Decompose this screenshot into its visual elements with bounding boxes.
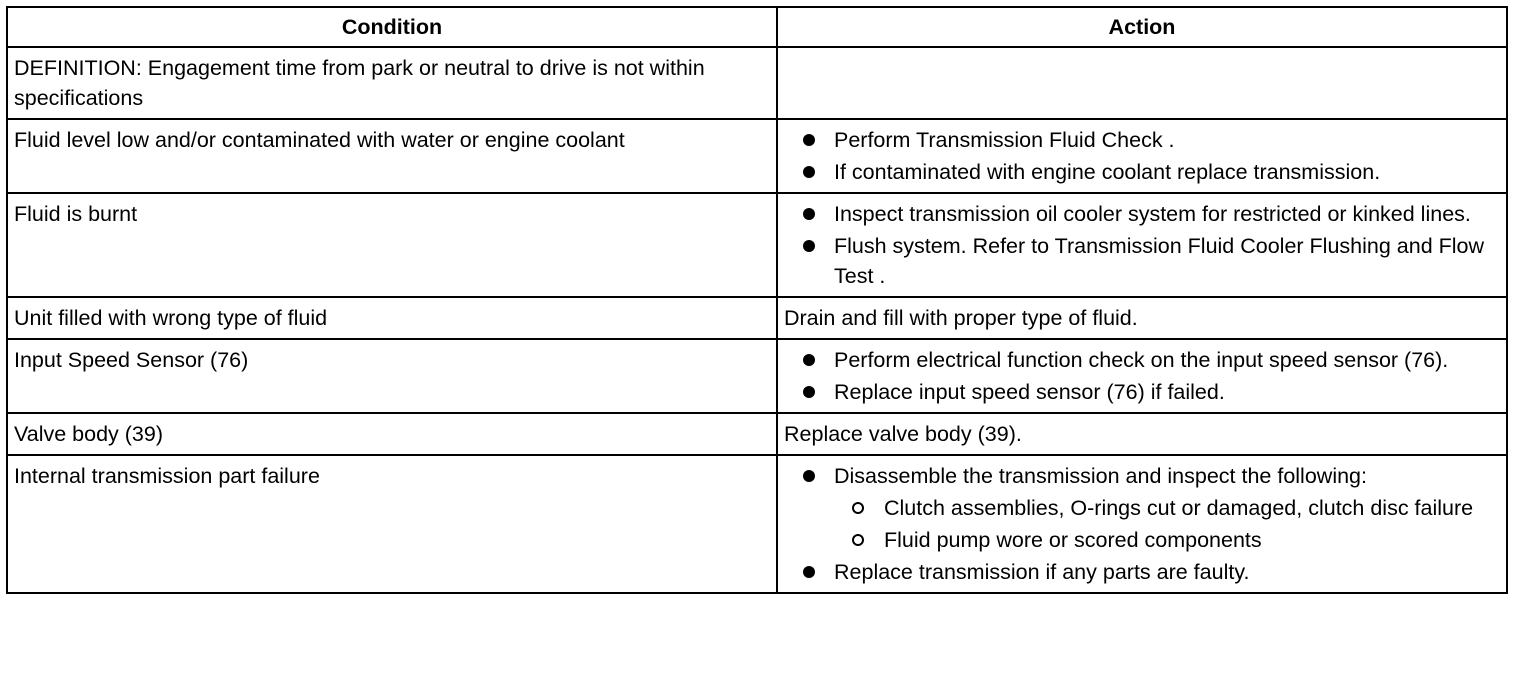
action-bullet-item: Perform Transmission Fluid Check . [784,125,1500,155]
sub-bullet-item: Clutch assemblies, O-rings cut or damaged, clutch disc failure [834,493,1500,523]
action-cell [777,119,1507,193]
action-bullet-list [784,461,1500,587]
table-row [7,455,1507,593]
action-cell: Drain and fill with proper type of fluid. [777,297,1507,339]
action-cell [777,47,1507,119]
action-bullet-item: Perform electrical function check on the input speed sensor (76). [784,345,1500,375]
action-cell: Replace valve body (39). [777,413,1507,455]
table-row [7,119,1507,193]
action-bullet-list [784,125,1500,187]
action-bullet-item: Inspect transmission oil cooler system for restricted or kinked lines. [784,199,1500,229]
diagnostic-document [6,6,1506,594]
action-cell [777,455,1507,593]
action-bullet-list [784,345,1500,407]
action-bullet-text: Disassemble the transmission and inspect the following: [834,464,1367,488]
sub-bullet-item: Fluid pump wore or scored components [834,525,1500,555]
action-cell [777,193,1507,297]
table-row [7,339,1507,413]
action-cell [777,339,1507,413]
table-row [7,413,1507,455]
action-bullet-list [784,199,1500,291]
condition-cell: Fluid level low and/or contaminated with water or engine coolant [7,119,777,193]
action-bullet-item [784,461,1500,555]
action-column-header: Action [777,7,1507,47]
table-row [7,297,1507,339]
table-row [7,47,1507,119]
action-bullet-item: Flush system. Refer to Transmission Fluid Cooler Flushing and Flow Test . [784,231,1500,291]
table-header-row [7,7,1507,47]
condition-column-header: Condition [7,7,777,47]
condition-cell: DEFINITION: Engagement time from park or neutral to drive is not within specifications [7,47,777,119]
condition-cell: Unit filled with wrong type of fluid [7,297,777,339]
condition-cell: Valve body (39) [7,413,777,455]
action-bullet-item: Replace input speed sensor (76) if failed. [784,377,1500,407]
condition-cell: Fluid is burnt [7,193,777,297]
condition-cell: Input Speed Sensor (76) [7,339,777,413]
diagnosis-table [6,6,1508,594]
action-bullet-item: Replace transmission if any parts are faulty. [784,557,1500,587]
action-bullet-item: If contaminated with engine coolant replace transmission. [784,157,1500,187]
sub-bullet-list [834,493,1500,555]
table-row [7,193,1507,297]
condition-cell: Internal transmission part failure [7,455,777,593]
